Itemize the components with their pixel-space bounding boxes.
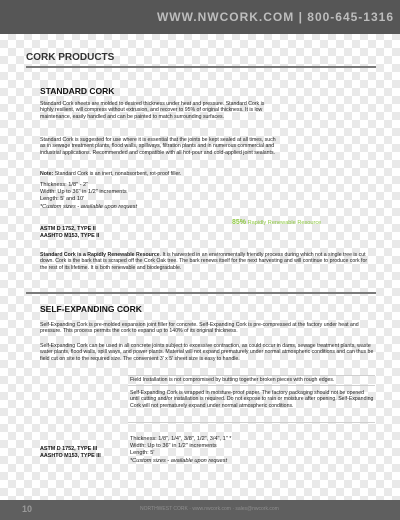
standard-cork-heading: STANDARD CORK [40,86,115,96]
renewable-paragraph [40,252,375,271]
aashto-standard: AASHTO M153, TYPE II [40,232,100,239]
note-text: Standard Cork is an inert, nonabsorbent, rot-proof filler. [53,171,182,177]
standard-cork-standards [40,226,99,239]
spec-length: Length: 5' and 10' [40,196,85,203]
spec-custom-note: *Custom sizes - available upon request [40,203,138,210]
spec-thickness: Thickness: 1/8" - 2" [40,182,89,188]
spec-width: Width: Up to 36" in 1/2" increments [40,189,127,196]
renewable-percent: 85% [232,219,247,226]
self-expanding-paragraph-1: Self-Expanding Cork is pre-molded expansion joint filler for concrete. Self-Expanding Cork is pre-compressed at the factory under heat and pressure. This process permits the cork to expand up to 140% of its original thickness. [40,322,359,335]
spec-width: Width: Up to 36" in 1/2" increments [130,443,217,450]
standard-cork-paragraph-1: Standard Cork sheets are molded to desired thickness under heat and pressure. Standard Cork is highly resilient, will compress without extrusion, and recover to 95% of original thickness. It is low maintenance, easily handled and can be painted to match surrounding surfaces. [40,101,265,120]
standard-cork-paragraph-2: Standard Cork is suggested for use where it is essential that the joints be kept sealed at all times, such as in sewage treatment plants, flood walls, spillways, filtration plants and in numerous commercial and industrial applications. Recommended and compatible with all hot-pour and cold-applied joint sealants. [40,137,276,156]
header-bar [0,0,400,34]
spec-length: Length: 5' [130,450,155,457]
astm-standard: ASTM D 1752, TYPE II [40,226,96,232]
header-watermark: WWW.NWCORK.COM | 800-645-1316 [156,10,394,24]
table-line [128,422,375,423]
aashto-standard: AASHTO M153, TYPE III [40,452,101,459]
self-expanding-standards [40,446,101,459]
self-expanding-paragraph-3: Field Installation is not compromised by butting together broken pieces with rough edges. [130,377,335,383]
note-label: Note: [40,171,54,177]
astm-standard: ASTM D 1752, TYPE III [40,446,98,452]
renewable-paragraph-rest: . It is harvested in an environmentally friendly process during which not a single tree is cut down. Cork is the bark that is scraped off the Cork Oak tree. The bark renews itself for the next harvesting and will continue to produce cork for the rest of its lifetime. It is both renewable and biodegradable. [40,252,368,271]
table-line [128,385,375,386]
renewable-paragraph-bold: Standard Cork is a Rapidly Renewable Resource [40,252,160,258]
page-title: CORK PRODUCTS [26,52,115,63]
standard-cork-specs [40,182,240,211]
spec-custom-note: *Custom sizes - available upon request [130,457,228,464]
renewable-label: Rapidly Renewable Resource [246,220,322,226]
footer-bar [0,500,400,520]
page-number: 10 [22,504,33,514]
self-expanding-cork-heading: SELF-EXPANDING CORK [40,304,142,314]
standard-cork-note [40,171,280,177]
spec-thickness: Thickness: 1/8", 1/4", 3/8", 1/2", 3/4", 1" * [130,436,232,442]
footer-text: NORTHWEST CORK · www.nwcork.com · sales@nwcork.com [140,506,279,512]
table-line [128,375,375,376]
self-expanding-specs [130,436,370,465]
self-expanding-paragraph-2: Self-Expanding Cork can be used in all concrete joints subject to excessive contraction, as could occur in dams, sewage treatment plants, waste water plants, flood walls, spill ways, and power plants. Material will not expand prematurely under normal atmospheric conditions and can thus be field cut on site to the required size. The convenient 3' x 5' sheet size is easy to handle. [40,343,374,362]
self-expanding-paragraph-4: Self-Expanding Cork is wrapped in moisture-proof paper. The factory packaging should not be opened until cutting and/or installation is required. Do not expose to rain or moisture after opening. Self-Expanding Cork will not prematurely expand under normal atmospheric conditions. [130,390,374,409]
renewable-badge [232,219,321,226]
title-divider [26,66,376,68]
section-divider [26,292,376,294]
